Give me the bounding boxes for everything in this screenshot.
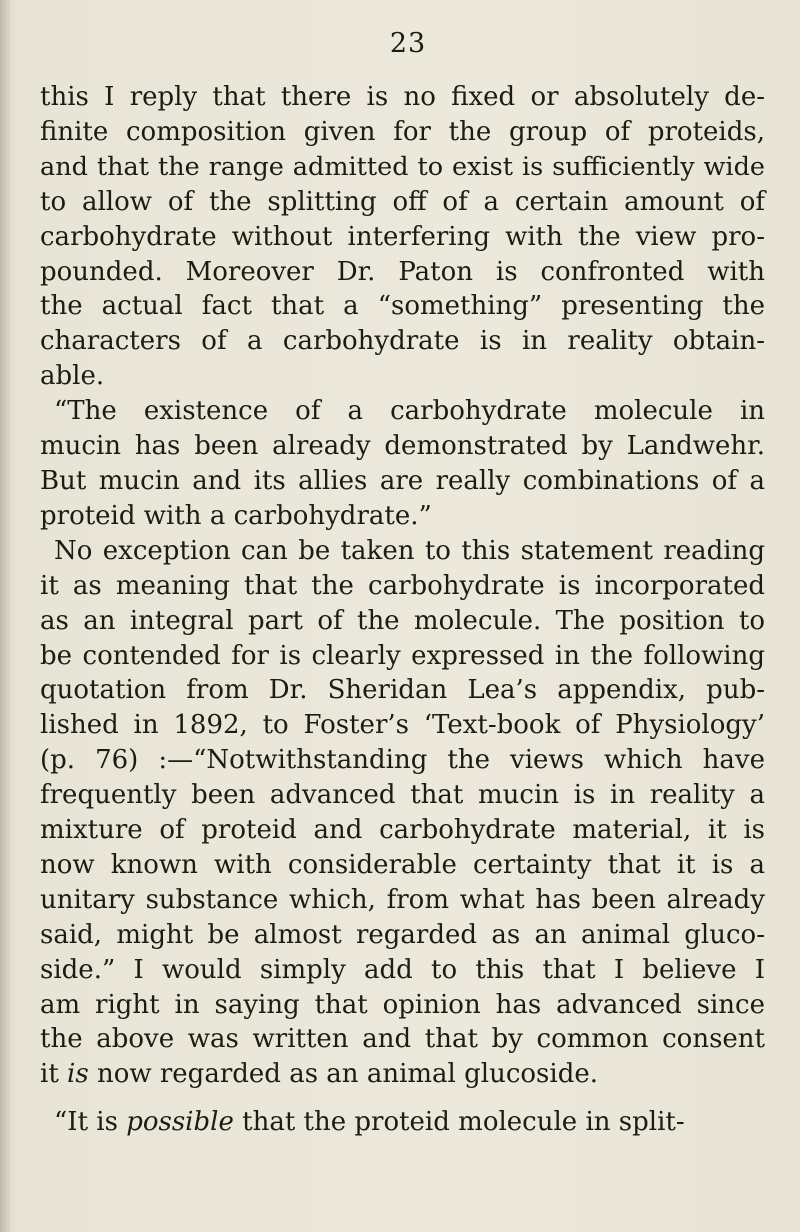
text-line: the actual fact that a “something” presenting the — [40, 291, 765, 322]
text-line: characters of a carbohydrate is in reality obtain- — [40, 326, 765, 357]
text-line: No exception can be taken to this statement reading — [54, 535, 765, 566]
text-line: be contended for is clearly expressed in the following — [40, 640, 765, 671]
text-line: the above was written and that by common consent — [40, 1024, 765, 1055]
text-line: But mucin and its allies are really combinations of a — [40, 465, 765, 496]
text-line: to allow of the splitting off of a certain amount of — [40, 186, 765, 217]
text-line: lished in 1892, to Foster’s ‘Text-book of Physiology’ — [40, 710, 765, 741]
text-line: frequently been advanced that mucin is in reality a — [40, 780, 765, 811]
text-line: “It is possible that the proteid molecule in split- — [54, 1107, 685, 1138]
page-number: 23 — [389, 28, 427, 59]
text-line: this I reply that there is no fixed or absolutely de- — [40, 82, 765, 112]
text-line: (p. 76) :—“Notwithstanding the views which have — [40, 745, 765, 776]
text-line: “The existence of a carbohydrate molecule in — [54, 396, 765, 427]
text-line: mixture of proteid and carbohydrate material, it is — [40, 815, 765, 846]
text-line: am right in saying that opinion has advanced since — [40, 989, 765, 1020]
text-line: mucin has been already demonstrated by Landwehr. — [40, 431, 765, 462]
text-line: unitary substance which, from what has been already — [40, 884, 765, 915]
text-line: finite composition given for the group of proteids, — [40, 116, 765, 147]
text-line: carbohydrate without interfering with the view pro- — [40, 221, 765, 252]
text-line: pounded. Moreover Dr. Paton is confronted with — [40, 256, 765, 287]
text-line: and that the range admitted to exist is sufficiently wide — [40, 151, 765, 182]
text-line: as an integral part of the molecule. The position to — [40, 605, 765, 636]
text-line: proteid with a carbohydrate.” — [40, 500, 432, 531]
page-gutter — [0, 0, 10, 1232]
text-line: side.” I would simply add to this that I believe I — [40, 954, 765, 985]
text-line: able. — [40, 361, 105, 392]
text-line: quotation from Dr. Sheridan Lea’s appendix, pub- — [40, 675, 765, 706]
text-line: now known with considerable certainty that it is a — [40, 849, 765, 880]
body-text — [40, 80, 765, 1140]
text-line: it as meaning that the carbohydrate is incorporated — [40, 570, 765, 601]
text-line: it is now regarded as an animal glucoside. — [40, 1059, 598, 1090]
text-line: said, might be almost regarded as an animal gluco- — [40, 919, 765, 950]
